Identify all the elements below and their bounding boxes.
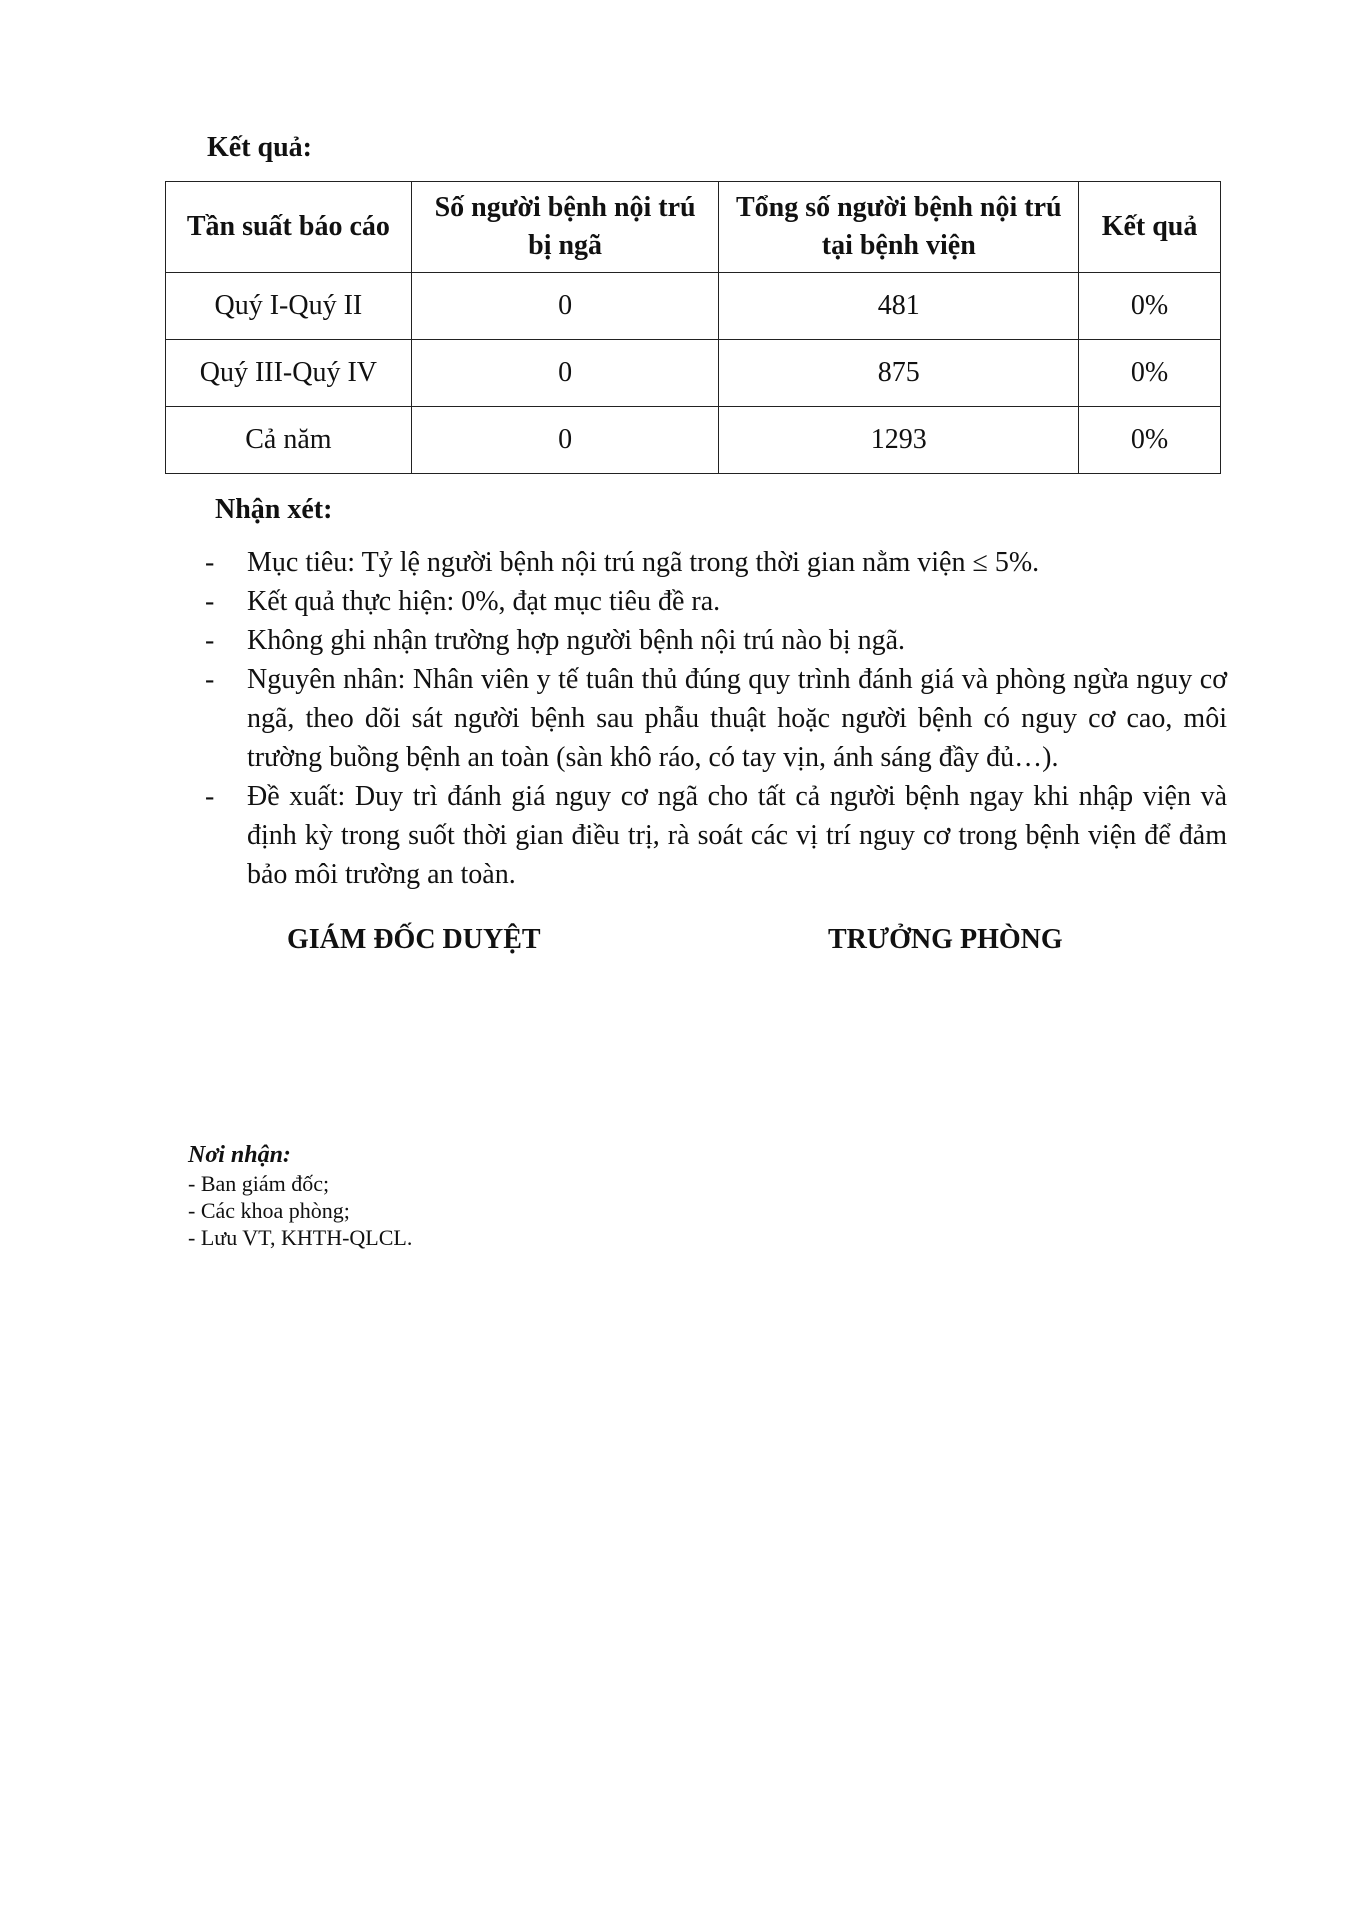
list-item: - Lưu VT, KHTH-QLCL. xyxy=(188,1225,413,1250)
comment-text: Đề xuất: Duy trì đánh giá nguy cơ ngã cho tất cả người bệnh ngay khi nhập viện và định kỳ trong suốt thời gian điều trị, rà soát các vị trí nguy cơ trong bệnh viện để đảm bảo môi trường an toàn. xyxy=(247,781,1227,890)
table-row xyxy=(166,407,1221,474)
list-item: - Ban giám đốc; xyxy=(188,1171,330,1196)
comment-text: Kết quả thực hiện: 0%, đạt mục tiêu đề ra. xyxy=(247,586,721,617)
table-cell: 1293 xyxy=(719,407,1079,474)
comments-heading: Nhận xét: xyxy=(215,494,333,525)
list-item xyxy=(205,777,1227,894)
table-cell: 0 xyxy=(411,340,719,407)
comment-text: Không ghi nhận trường hợp người bệnh nội trú nào bị ngã. xyxy=(247,625,906,656)
table-cell: 875 xyxy=(719,340,1079,407)
table-header-row xyxy=(166,182,1221,273)
table-cell: 0% xyxy=(1079,273,1221,340)
results-heading: Kết quả: xyxy=(207,132,312,163)
bullet-dash: - xyxy=(205,625,215,656)
recipients-heading: Nơi nhận: xyxy=(188,1142,291,1168)
list-item xyxy=(205,660,1227,777)
table-row xyxy=(166,273,1221,340)
bullet-dash: - xyxy=(205,664,215,695)
signature-director-approval: GIÁM ĐỐC DUYỆT xyxy=(287,924,541,955)
table-cell: Quý III-Quý IV xyxy=(166,340,412,407)
recipients-list xyxy=(188,1170,412,1251)
comment-text: Nguyên nhân: Nhân viên y tế tuân thủ đúng quy trình đánh giá và phòng ngừa nguy cơ ngã, theo dõi sát người bệnh sau phẫu thuật hoặc người bệnh có nguy cơ cao, môi trường buồng bệnh an toàn (sàn khô ráo, có tay vịn, ánh sáng đầy đủ…). xyxy=(247,664,1227,773)
comments-list xyxy=(205,543,1227,894)
table-cell: 0 xyxy=(411,407,719,474)
table-cell: 0% xyxy=(1079,340,1221,407)
results-table xyxy=(165,181,1221,474)
list-item xyxy=(205,582,1227,621)
table-cell: 0% xyxy=(1079,407,1221,474)
column-header-total-inpatients: Tổng số người bệnh nội trú tại bệnh viện xyxy=(719,182,1079,273)
recipients-block xyxy=(188,1140,412,1251)
bullet-dash: - xyxy=(205,547,215,578)
bullet-dash: - xyxy=(205,781,215,812)
list-item: - Các khoa phòng; xyxy=(188,1198,350,1223)
column-header-result: Kết quả xyxy=(1079,182,1221,273)
comment-text: Mục tiêu: Tỷ lệ người bệnh nội trú ngã trong thời gian nằm viện ≤ 5%. xyxy=(247,547,1040,578)
table-row xyxy=(166,340,1221,407)
table-cell: Cả năm xyxy=(166,407,412,474)
signature-department-head: TRƯỞNG PHÒNG xyxy=(828,924,1063,955)
column-header-fall-count: Số người bệnh nội trú bị ngã xyxy=(411,182,719,273)
list-item xyxy=(205,543,1227,582)
table-cell: 0 xyxy=(411,273,719,340)
list-item xyxy=(205,621,1227,660)
table-cell: 481 xyxy=(719,273,1079,340)
bullet-dash: - xyxy=(205,586,215,617)
column-header-frequency: Tần suất báo cáo xyxy=(166,182,412,273)
table-cell: Quý I-Quý II xyxy=(166,273,412,340)
